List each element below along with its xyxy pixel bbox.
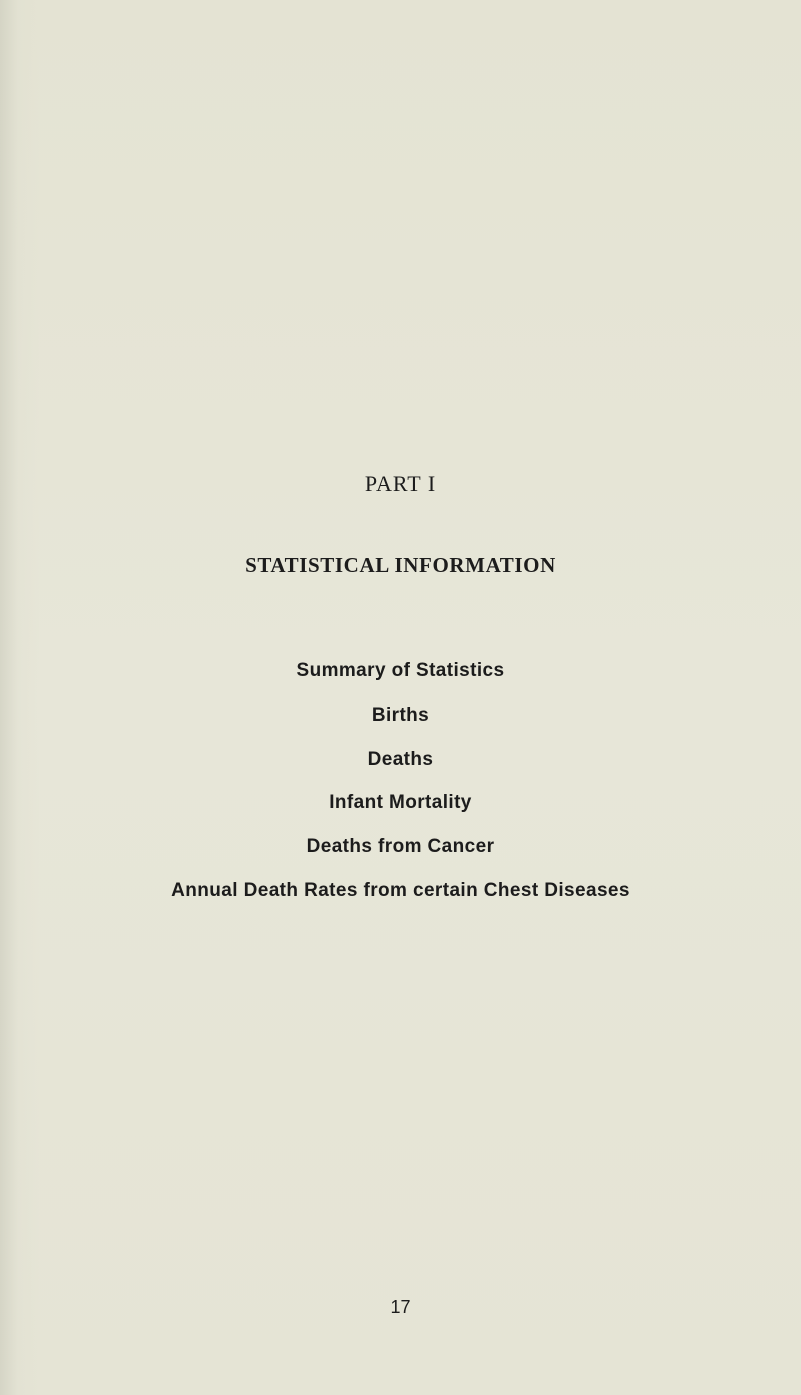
section-heading: STATISTICAL INFORMATION (245, 553, 556, 577)
contents-item-infant-mortality: Infant Mortality (329, 792, 472, 813)
part-heading: PART I (364, 471, 437, 496)
page-number: 17 (390, 1297, 411, 1317)
contents-item-summary: Summary of Statistics (296, 660, 505, 681)
contents-item-chest-diseases: Annual Death Rates from certain Chest Diseases (171, 880, 630, 901)
contents-item-births: Births (371, 705, 430, 726)
contents-item-cancer: Deaths from Cancer (306, 836, 495, 857)
contents-item-deaths: Deaths (367, 749, 434, 770)
